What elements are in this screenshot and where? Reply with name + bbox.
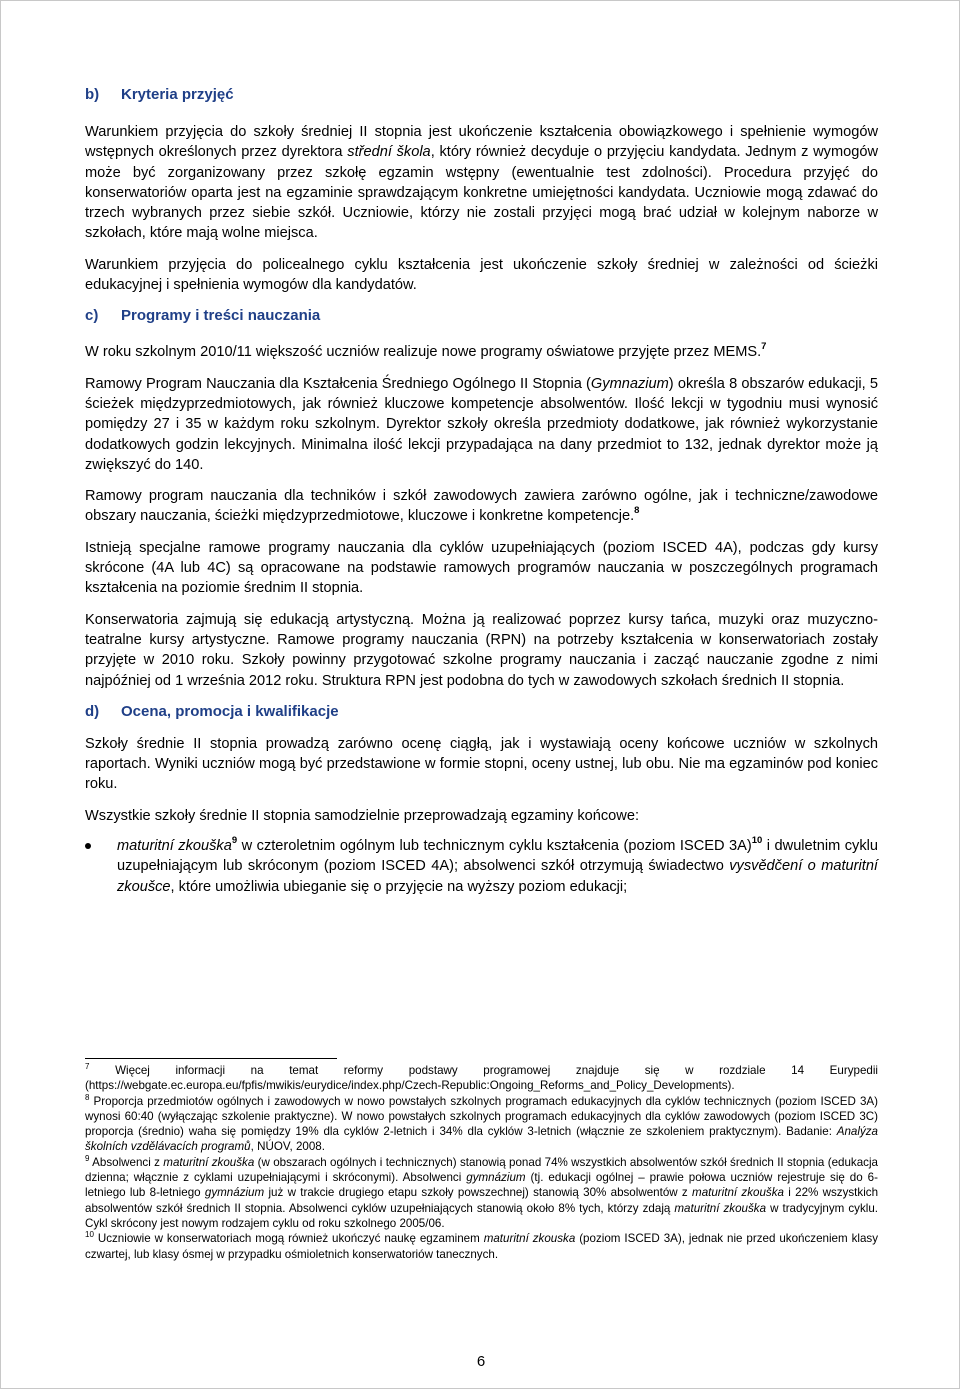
heading-ocena-promocja bbox=[85, 702, 878, 722]
heading-kryteria-przyjec bbox=[85, 85, 878, 105]
heading-label: b) bbox=[85, 86, 100, 103]
footnote-text: , NÚOV, 2008. bbox=[250, 1140, 325, 1154]
footnote-text: Uczniowie w konserwatoriach mogą również ukończyć naukę egzaminem bbox=[93, 1232, 484, 1246]
italic-term: maturitní zkouska bbox=[483, 1232, 576, 1246]
italic-term: střední škola bbox=[347, 144, 431, 161]
footnote-number: 9 bbox=[85, 1153, 90, 1163]
paragraph-assessment bbox=[85, 734, 878, 795]
page-number: 6 bbox=[476, 1353, 486, 1370]
heading-label: c) bbox=[85, 307, 99, 325]
paragraph-framework-programme bbox=[85, 374, 878, 475]
main-content bbox=[85, 85, 878, 897]
text-run: Ramowy Program Nauczania dla Kształcenia Średniego Ogólnego II Stopnia ( bbox=[85, 375, 591, 392]
paragraph-supplementary-cycles bbox=[85, 538, 878, 599]
text-run: , które umożliwia ubieganie się o przyjęcie na wyższy poziom edukacji; bbox=[170, 878, 628, 895]
footnote-text: (poziom ISCED 3A), jednak nie przed ukończeniem klasy czwartej, lub klasy ósmej w przypadku ośmioletnich konserwatoriów tanecznych. bbox=[85, 1232, 878, 1261]
footnote-text: w tradycyjnym cyklu. Cykl skrócony jest nowym rodzajem cyklu od roku szkolnego 2005/06. bbox=[85, 1201, 878, 1230]
text-run: ) określa 8 obszarów edukacji, 5 ścieżek międzyprzedmiotowych, jak również kluczowe kompetencje absolwentów. Ilość lekcji w tygodniu musi wynosić pomiędzy 27 i 35 w każdym roku szkolnym. Dyrektor szkoły określa przedmioty dodatkowe, jak również wykorzystanie dodatkowych godzin lekcyjnych. Minimalna ilość lekcji przypadająca na dany przedmiot to 132, jednak dyrektor może ją zwiększyć do 140. bbox=[85, 375, 878, 473]
paragraph-admission-criteria bbox=[85, 122, 878, 244]
footnote-9 bbox=[85, 1155, 878, 1231]
footnote-number: 10 bbox=[85, 1230, 94, 1240]
italic-term: maturitní zkouška bbox=[117, 838, 232, 855]
heading-title: Kryteria przyjęć bbox=[121, 86, 234, 103]
italic-term: Analýza školních vzdělávacích programů bbox=[85, 1125, 878, 1154]
text-run: W roku szkolnym 2010/11 większość uczniów realizuje nowe programy oświatowe przyjęte przez MEMS. bbox=[85, 344, 762, 361]
text-run: Warunkiem przyjęcia do policealnego cyklu kształcenia jest ukończenie szkoły średniej w zależności od ścieżki edukacyjnej i spełnienia wymogów dla kandydatów. bbox=[85, 256, 878, 294]
text-run: Szkoły średnie II stopnia prowadzą zarówno ocenę ciągłą, jak i wystawiają oceny końcowe uczniów w szkolnych raportach. Wyniki uczniów mogą być przedstawione w formie stopni, oceny ustnej, lub obu. Nie ma egzaminów pod koniec roku. bbox=[85, 735, 878, 793]
footnote-number: 7 bbox=[85, 1062, 90, 1071]
italic-term: maturitní zkouška bbox=[163, 1155, 255, 1169]
footnote-text: (w obszarach ogólnych i technicznych) stanowią ponad 74% wszystkich absolwentów szkół średnich II stopnia (edukacja dzienna; włącznie z cyklami uzupełniającymi i skróconymi). Absolwenci bbox=[85, 1155, 878, 1185]
footnote-number: 8 bbox=[85, 1092, 90, 1102]
footnote-text: Proporcja przedmiotów ogólnych i zawodowych w nowo powstałych szkolnych programach edukacyjnych dla cyklów technicznych (poziom ISCED 3A) wynosi 60:40 (wyłączając szkolenie praktyczne). W nowo powstałych szkolnych programach edukacyjnych dla cyklów zawodowych (poziom ISCED 3C) proporcja (średnio) waha się pomiędzy 19% dla cyklów 2-letnich i 34% dla cyklów 3-letnich (włącznie ze szkoleniem praktycznym). Badanie: bbox=[85, 1094, 878, 1139]
footnote-text: Więcej informacji na temat reformy podstawy programowej znajduje się w rozdziale 14 Eurypedii (https://webgate.ec.europa.eu/fpfis/mwikis/eurydice/index.php/Czech-Republic:Ongoing_Reforms_and_Policy_Developments). bbox=[85, 1064, 878, 1093]
footnotes bbox=[85, 1063, 878, 1262]
paragraph-postsecondary-admission bbox=[85, 255, 878, 296]
footnote-text: (tj. edukacji ogólnej – prawie połowa uczniów rejestruje się do 6-letniego lub 8-letniego bbox=[85, 1171, 878, 1200]
footnote-text: już w trakcie drugiego etapu szkoły powszechnej) stanowią 30% absolwentów z bbox=[264, 1186, 693, 1200]
footnote-ref-9[interactable]: 9 bbox=[231, 835, 238, 847]
footnote-ref-10[interactable]: 10 bbox=[751, 835, 763, 847]
italic-term: Gymnazium bbox=[590, 375, 669, 392]
text-run: Istnieją specjalne ramowe programy nauczania dla cyklów uzupełniających (poziom ISCED 4A), podczas gdy kursy skrócone (4A lub 4C) są opracowane na podstawie ramowych programów nauczania w poszczególnych programach kształcenia na poziomie średnim II stopnia. bbox=[85, 539, 878, 597]
footnote-text: Absolwenci z bbox=[89, 1155, 164, 1169]
heading-programy-nauczania bbox=[85, 306, 878, 326]
text-run: i dwuletnim cyklu uzupełniającym lub skróconym (poziom ISCED 4A); absolwenci szkół otrzymują świadectwo bbox=[117, 838, 878, 875]
italic-term: maturitní zkouška bbox=[674, 1201, 767, 1215]
footnote-text: i 22% wszystkich absolwentów szkół średnich II stopnia. Absolwenci cyklów uzupełniających stanowią około 8% tych, którzy zdają bbox=[85, 1186, 879, 1215]
footnote-7 bbox=[85, 1063, 878, 1094]
bullet-list bbox=[85, 836, 878, 897]
footnote-ref-8[interactable]: 8 bbox=[634, 505, 640, 517]
italic-term: gymnázium bbox=[204, 1186, 265, 1200]
list-item bbox=[85, 836, 878, 897]
italic-term: maturitní zkouška bbox=[692, 1186, 784, 1200]
text-run: Ramowy program nauczania dla techników i szkół zawodowych zawiera zarówno ogólne, jak i techniczne/zawodowe obszary nauczania, ścieżki międzyprzedmiotowe, kluczowe i konkretne kompetencje. bbox=[85, 488, 878, 525]
heading-title: Ocena, promocja i kwalifikacje bbox=[121, 702, 339, 720]
text-run: Konserwatoria zajmują się edukacją artystyczną. Można ją realizować poprzez kursy tańca, muzyki oraz muzyczno-teatralne kursy artystyczne. Ramowe programy nauczania (RPN) na potrzeby kształcenia w konserwatoriach zostały przyjęte w 2010 roku. Szkoły powinny przygotować szkolne programy nauczania i zacząć nauczanie zgodne z nimi najpóźniej od 1 września 2012 roku. Struktura RPN jest podobna do tych w zawodowych szkołach średnich II stopnia. bbox=[85, 611, 878, 689]
text-run: , który również decyduje o przyjęciu kandydata. Jednym z wymogów może być zorganizowany przez szkołę egzamin wstępny (ewentualnie test zdolności). Procedura przyjęć do konserwatoriów oparta jest na egzaminie sprawdzającym konkretne umiejętności kandydata. Uczniowie mogą zdawać do trzech wybranych przez siebie szkół. Uczniowie, którzy nie zostali przyjęci mogą brać udział w kolejnym naborze w szkołach, które mają wolne miejsca. bbox=[85, 144, 878, 242]
paragraph-technical-programme bbox=[85, 486, 878, 527]
italic-term: gymnázium bbox=[466, 1171, 526, 1185]
text-run: w czteroletnim ogólnym lub technicznym cyklu kształcenia (poziom ISCED 3A) bbox=[237, 838, 752, 855]
paragraph-final-exams bbox=[85, 806, 878, 826]
bullet-icon bbox=[85, 843, 91, 849]
italic-term: vysvědčení o maturitní zkoušce bbox=[117, 858, 878, 895]
footnote-8 bbox=[85, 1094, 878, 1155]
paragraph-new-programmes bbox=[85, 342, 878, 362]
footnote-separator bbox=[85, 1058, 337, 1059]
text-run: Wszystkie szkoły średnie II stopnia samodzielnie przeprowadzają egzaminy końcowe: bbox=[85, 807, 639, 824]
text-run: Warunkiem przyjęcia do szkoły średniej II stopnia jest ukończenie kształcenia obowiązkowego i spełnienie wymogów wstępnych określonych przez dyrektora bbox=[85, 124, 878, 161]
footnote-10 bbox=[85, 1231, 878, 1262]
heading-label: d) bbox=[85, 702, 100, 720]
paragraph-conservatories bbox=[85, 610, 878, 691]
heading-title: Programy i treści nauczania bbox=[121, 307, 321, 325]
footnote-ref-7[interactable]: 7 bbox=[761, 341, 767, 353]
